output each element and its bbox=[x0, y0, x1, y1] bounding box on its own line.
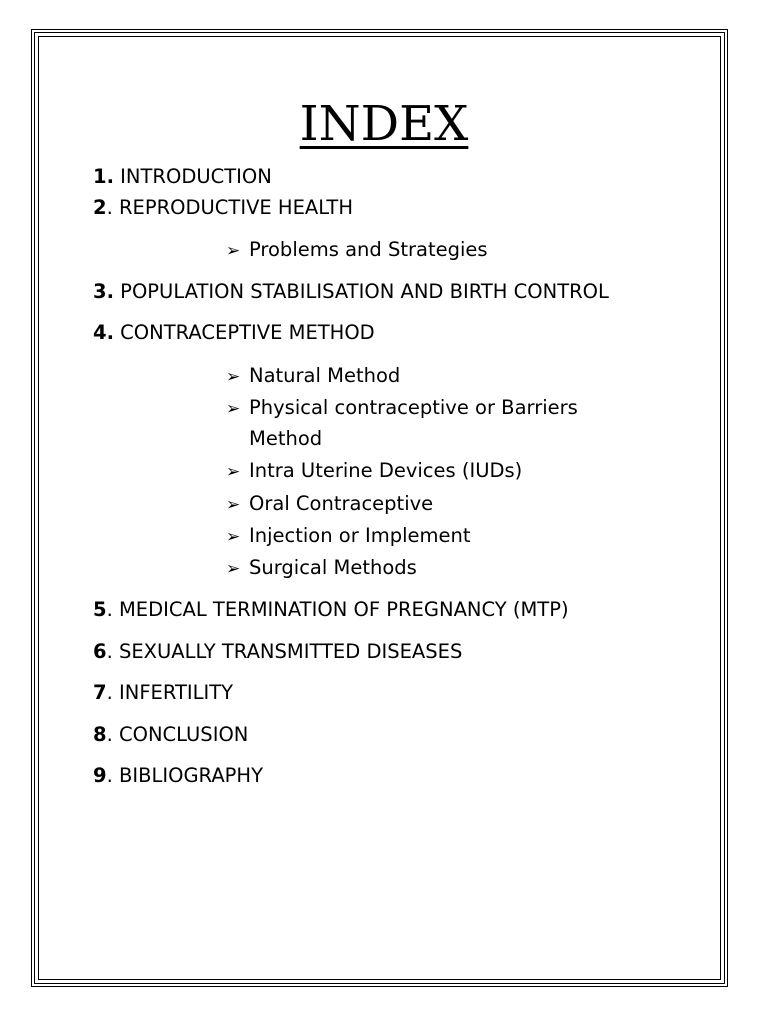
item-number: 3. bbox=[93, 280, 114, 303]
index-item-std: 6. SEXUALLY TRANSMITTED DISEASES bbox=[93, 640, 463, 663]
arrow-bullet-icon: ➢ bbox=[226, 462, 241, 482]
index-item-contraceptive-method bbox=[93, 321, 375, 345]
subitem-label: Injection or Implement bbox=[249, 524, 471, 547]
index-item-infertility: 7. INFERTILITY bbox=[93, 681, 234, 704]
subitem-injection-implement bbox=[226, 524, 470, 548]
item-number: 5 bbox=[93, 598, 107, 621]
subitem-iuds bbox=[226, 459, 522, 483]
item-number: 7 bbox=[93, 681, 107, 704]
item-label: SEXUALLY TRANSMITTED DISEASES bbox=[112, 640, 463, 663]
index-item-bibliography: 9. BIBLIOGRAPHY bbox=[93, 764, 263, 787]
item-label: CONTRACEPTIVE METHOD bbox=[113, 321, 375, 344]
subitem-label: Physical contraceptive or Barriers bbox=[249, 396, 578, 419]
subitem-label: Intra Uterine Devices (IUDs) bbox=[249, 459, 523, 482]
item-number: 9 bbox=[93, 764, 107, 787]
subitem-label: Surgical Methods bbox=[249, 556, 417, 579]
index-item-introduction bbox=[93, 165, 272, 189]
item-label: INFERTILITY bbox=[112, 681, 234, 704]
subitem-label: Natural Method bbox=[249, 364, 401, 387]
subitem-physical-contraceptive bbox=[226, 396, 578, 420]
subitem-surgical-methods bbox=[226, 556, 417, 580]
subitem-label: Method bbox=[249, 427, 323, 450]
page-title: INDEX bbox=[299, 96, 469, 152]
item-label: REPRODUCTIVE HEALTH bbox=[112, 196, 354, 219]
subitem-problems-strategies bbox=[226, 238, 488, 262]
arrow-bullet-icon: ➢ bbox=[226, 495, 241, 515]
item-label: MEDICAL TERMINATION OF PREGNANCY (MTP) bbox=[112, 598, 569, 621]
arrow-bullet-icon: ➢ bbox=[226, 527, 241, 547]
subitem-label: Problems and Strategies bbox=[249, 238, 488, 261]
item-number: 1. bbox=[93, 165, 114, 188]
index-item-mtp: 5. MEDICAL TERMINATION OF PREGNANCY (MTP) bbox=[93, 598, 569, 621]
item-label: POPULATION STABILISATION AND BIRTH CONTROL bbox=[113, 280, 609, 303]
item-number: 4. bbox=[93, 321, 114, 344]
subitem-physical-contraceptive-continued bbox=[249, 427, 322, 451]
item-label: INTRODUCTION bbox=[113, 165, 272, 188]
subitem-label: Oral Contraceptive bbox=[249, 492, 434, 515]
arrow-bullet-icon: ➢ bbox=[226, 367, 241, 387]
index-item-population-stabilisation bbox=[93, 280, 609, 304]
item-number: 6 bbox=[93, 640, 107, 663]
arrow-bullet-icon: ➢ bbox=[226, 399, 241, 419]
subitem-oral-contraceptive bbox=[226, 492, 433, 516]
index-item-conclusion: 8. CONCLUSION bbox=[93, 723, 249, 746]
item-number: 2 bbox=[93, 196, 107, 219]
subitem-natural-method bbox=[226, 364, 400, 388]
item-label: CONCLUSION bbox=[112, 723, 249, 746]
index-item-reproductive-health: 2. REPRODUCTIVE HEALTH bbox=[93, 196, 354, 219]
item-label: BIBLIOGRAPHY bbox=[112, 764, 263, 787]
arrow-bullet-icon: ➢ bbox=[226, 241, 241, 261]
item-number: 8 bbox=[93, 723, 107, 746]
arrow-bullet-icon: ➢ bbox=[226, 559, 241, 579]
